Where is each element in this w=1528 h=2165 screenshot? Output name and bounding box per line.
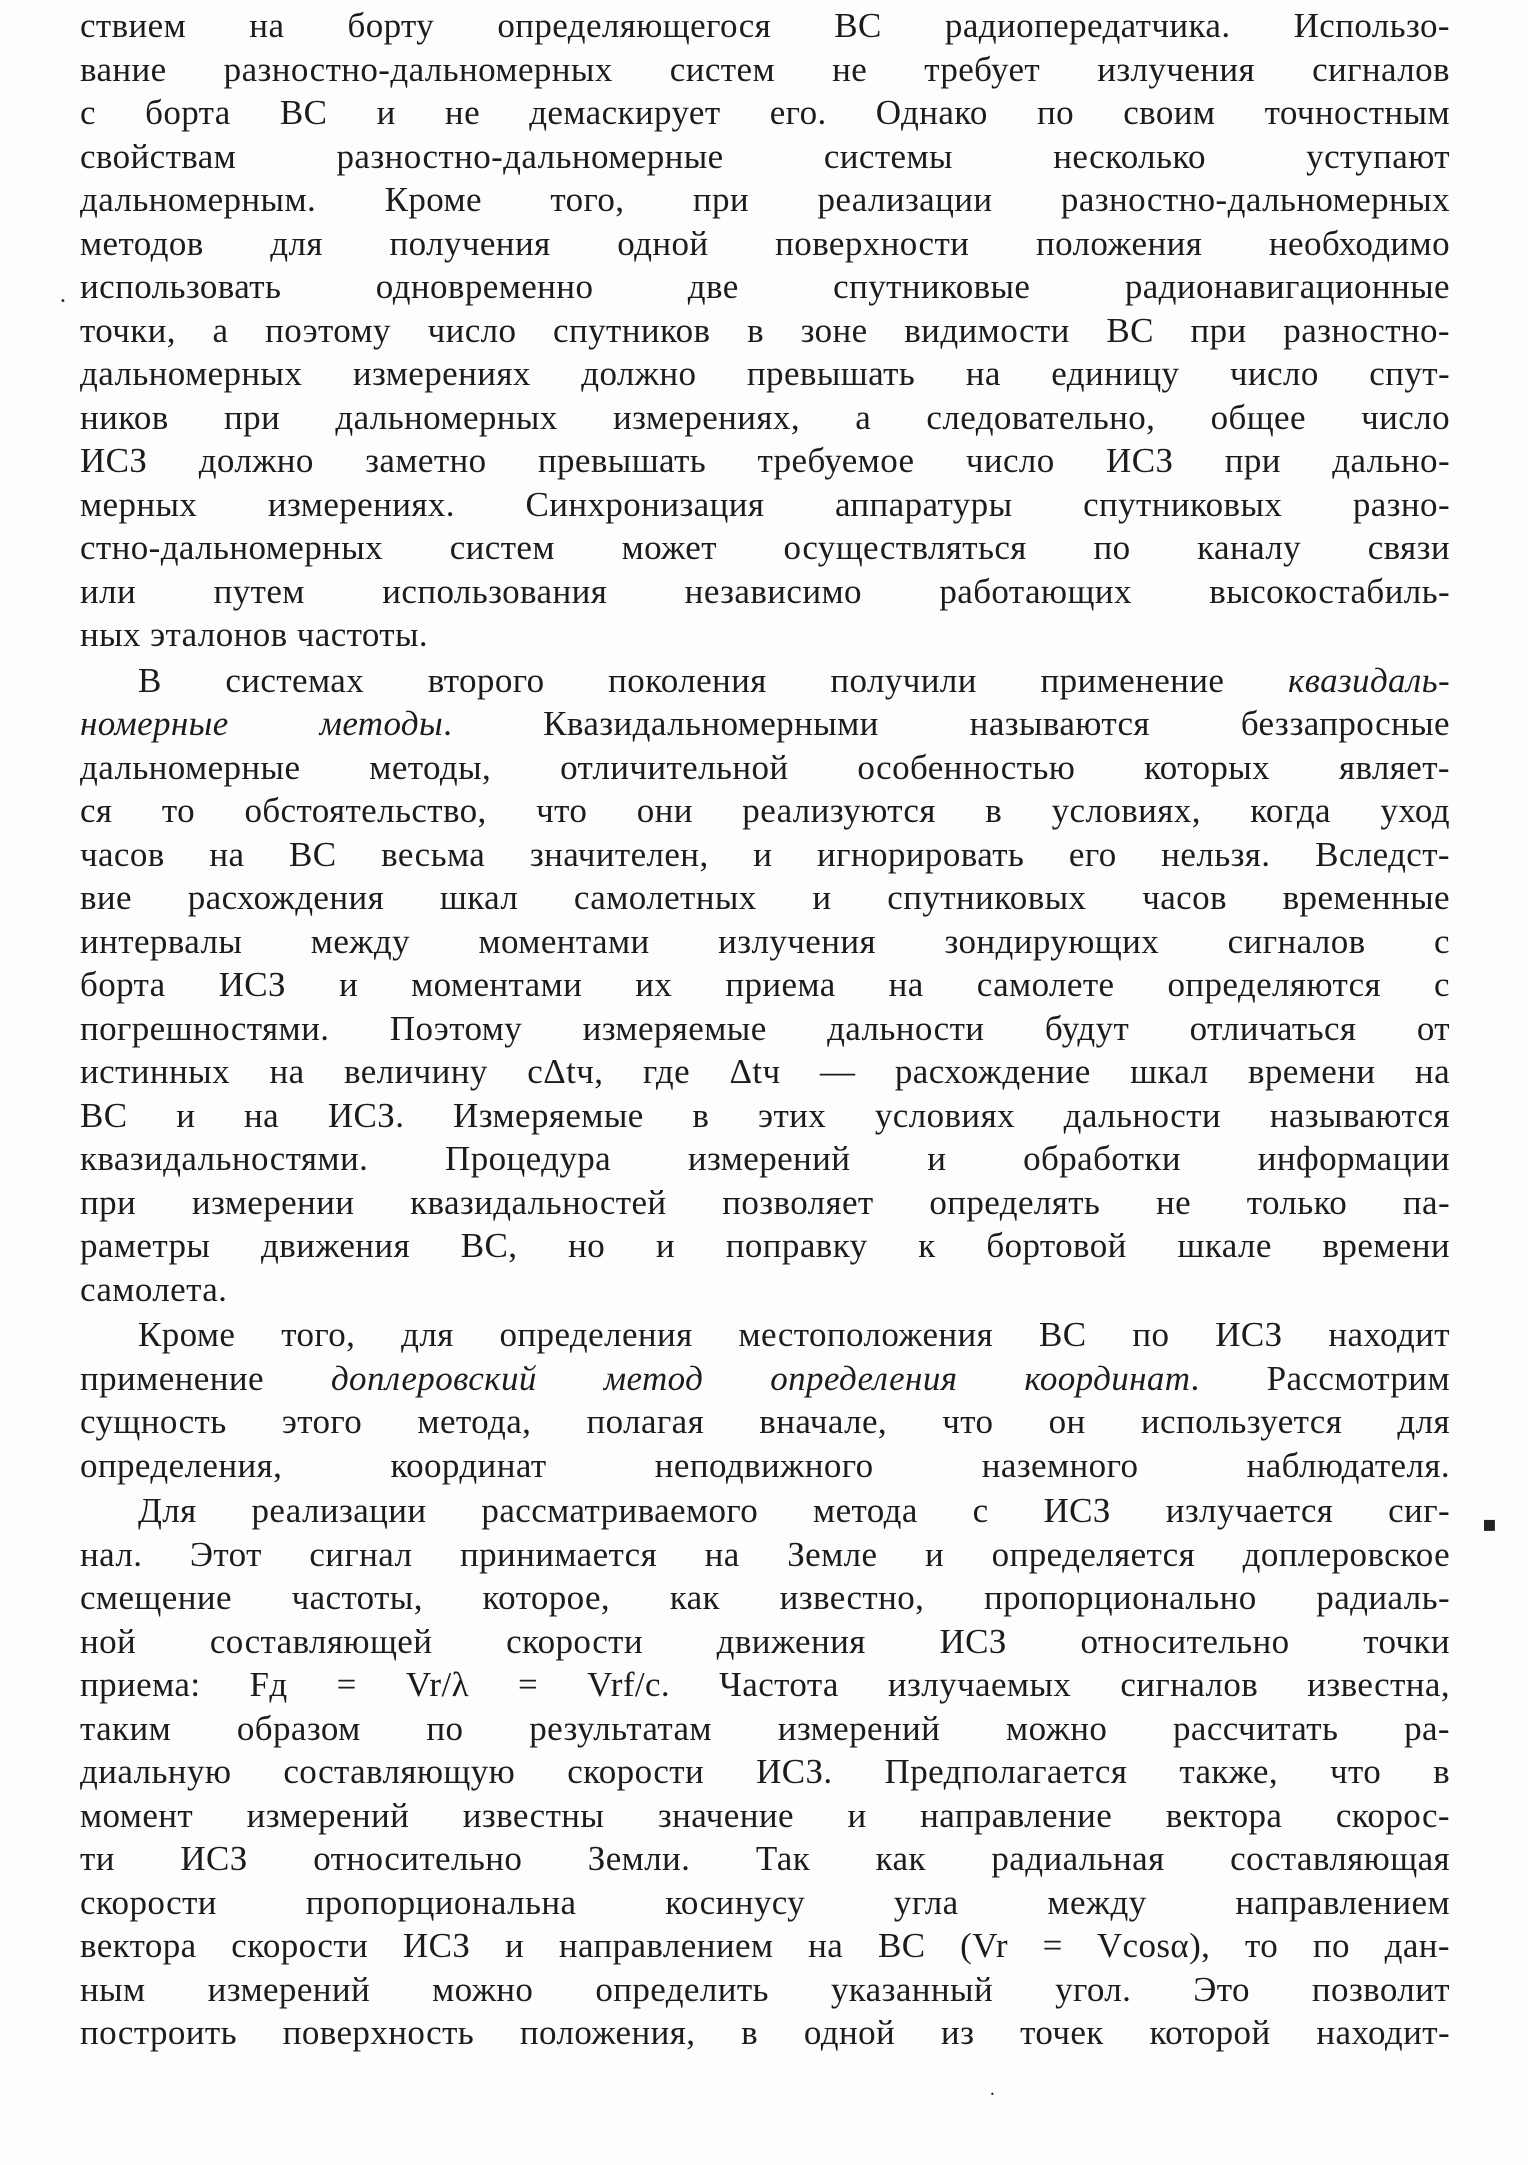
scan-speck: • <box>990 2090 995 2099</box>
text-line: ИСЗ должно заметно превышать требуемое число ИСЗ при дально- <box>80 441 1450 480</box>
text-line: точки, а поэтому число спутников в зоне видимости ВС при разностно- <box>80 310 1450 350</box>
text-line: скорости пропорциональна косинусу угла между направлением <box>80 1882 1450 1922</box>
text-line: определения, координат неподвижного наземного наблюдателя. <box>80 1445 1450 1485</box>
text-line: квазидальностями. Процедура измерений и обработки информации <box>80 1139 1450 1178</box>
text-line: использовать одновременно две спутниковые радионавигационные <box>80 267 1450 306</box>
text-line: ной составляющей скорости движения ИСЗ относительно точки <box>80 1621 1450 1661</box>
text-line: ных эталонов частоты. <box>80 615 429 654</box>
text-line: истинных на величину cΔtч, где Δtч — расхождение шкал времени на <box>80 1052 1450 1091</box>
paragraph-1 <box>80 4 1450 657</box>
text-line: часов на ВС весьма значителен, и игнорировать его нельзя. Вследст- <box>80 834 1450 874</box>
text-line: приема: Fд = Vr/λ = Vrf/c. Частота излучаемых сигналов известна, <box>80 1665 1450 1704</box>
text-line: стно-дальномерных систем может осуществляться по каналу связи <box>80 528 1450 567</box>
text-line <box>80 1357 1450 1401</box>
text-line: дальномерные методы, отличительной особенностью которых являет- <box>80 747 1450 787</box>
text-line <box>80 659 1450 703</box>
emphasis-term: номерные методы <box>80 704 444 743</box>
text-line: с борта ВС и не демаскирует его. Однако по своим точностным <box>80 93 1450 132</box>
text-line: смещение частоты, которое, как известно, пропорционально радиаль- <box>80 1578 1450 1617</box>
text-line: построить поверхность положения, в одной из точек которой находит- <box>80 2013 1450 2052</box>
page-text <box>80 4 1450 2055</box>
text-line <box>80 702 1450 746</box>
text-line: ся то обстоятельство, что они реализуются в условиях, когда уход <box>80 791 1450 830</box>
text-line: ти ИСЗ относительно Земли. Так как радиальная составляющая <box>80 1839 1450 1878</box>
text-line: Кроме того, для определения местоположения ВС по ИСЗ находит <box>138 1315 1450 1354</box>
text-line: ствием на борту определяющегося ВС радиопередатчика. Использо- <box>80 6 1450 45</box>
text-line: дальномерных измерениях должно превышать на единицу число спут- <box>80 354 1450 393</box>
text-line: интервалы между моментами излучения зондирующих сигналов с <box>80 921 1450 961</box>
text-line: диальную составляющую скорости ИСЗ. Предполагается также, что в <box>80 1752 1450 1791</box>
text-line: вание разностно-дальномерных систем не требует излучения сигналов <box>80 49 1450 89</box>
text-line: ников при дальномерных измерениях, а следовательно, общее число <box>80 397 1450 437</box>
text-line: методов для получения одной поверхности положения необходимо <box>80 223 1450 263</box>
text-line: сущность этого метода, полагая вначале, что он используется для <box>80 1402 1450 1441</box>
text-line: раметры движения ВС, но и поправку к бортовой шкале времени <box>80 1226 1450 1265</box>
scan-speck: • <box>60 296 66 307</box>
text-line: Для реализации рассматриваемого метода с ИСЗ излучается сиг- <box>138 1491 1450 1530</box>
paragraph-3 <box>80 1313 1450 1487</box>
emphasis-term: квазидаль- <box>1287 660 1450 700</box>
text-line: момент измерений известны значение и направление вектора скорос- <box>80 1795 1450 1835</box>
text-line: борта ИСЗ и моментами их приема на самолете определяются с <box>80 965 1450 1004</box>
text-line: таким образом по результатам измерений можно рассчитать ра- <box>80 1708 1450 1748</box>
text-run: В системах второго поколения получили применение <box>138 660 1288 700</box>
text-line: самолета. <box>80 1269 228 1309</box>
text-line: нал. Этот сигнал принимается на Земле и определяется доплеровское <box>80 1534 1450 1574</box>
text-line: ным измерений можно определить указанный угол. Это позволит <box>80 1969 1450 2009</box>
text-line: вие расхождения шкал самолетных и спутниковых часов временные <box>80 878 1450 917</box>
emphasis-term: доплеровский метод определения координат <box>330 1358 1191 1398</box>
paragraph-4 <box>80 1489 1450 2055</box>
text-line: или путем использования независимо работающих высокостабиль- <box>80 571 1450 611</box>
text-line: погрешностями. Поэтому измеряемые дальности будут отличаться от <box>80 1008 1450 1048</box>
text-line: ВС и на ИСЗ. Измеряемые в этих условиях дальности называются <box>80 1095 1450 1135</box>
text-line: вектора скорости ИСЗ и направлением на ВС (Vr = Vcosα), то по дан- <box>80 1926 1450 1965</box>
paragraph-2 <box>80 659 1450 1312</box>
text-line: дальномерным. Кроме того, при реализации разностно-дальномерных <box>80 180 1450 219</box>
text-line: свойствам разностно-дальномерные системы несколько уступают <box>80 136 1450 176</box>
text-run: . Рассмотрим <box>1190 1358 1450 1398</box>
scan-speck: ▪ <box>1482 1512 1497 1537</box>
text-line: при измерении квазидальностей позволяет определять не только па- <box>80 1182 1450 1222</box>
text-run: . Квазидальномерными называются беззапросные <box>443 704 1450 743</box>
text-run: применение <box>80 1358 331 1398</box>
text-line: мерных измерениях. Синхронизация аппаратуры спутниковых разно- <box>80 484 1450 524</box>
